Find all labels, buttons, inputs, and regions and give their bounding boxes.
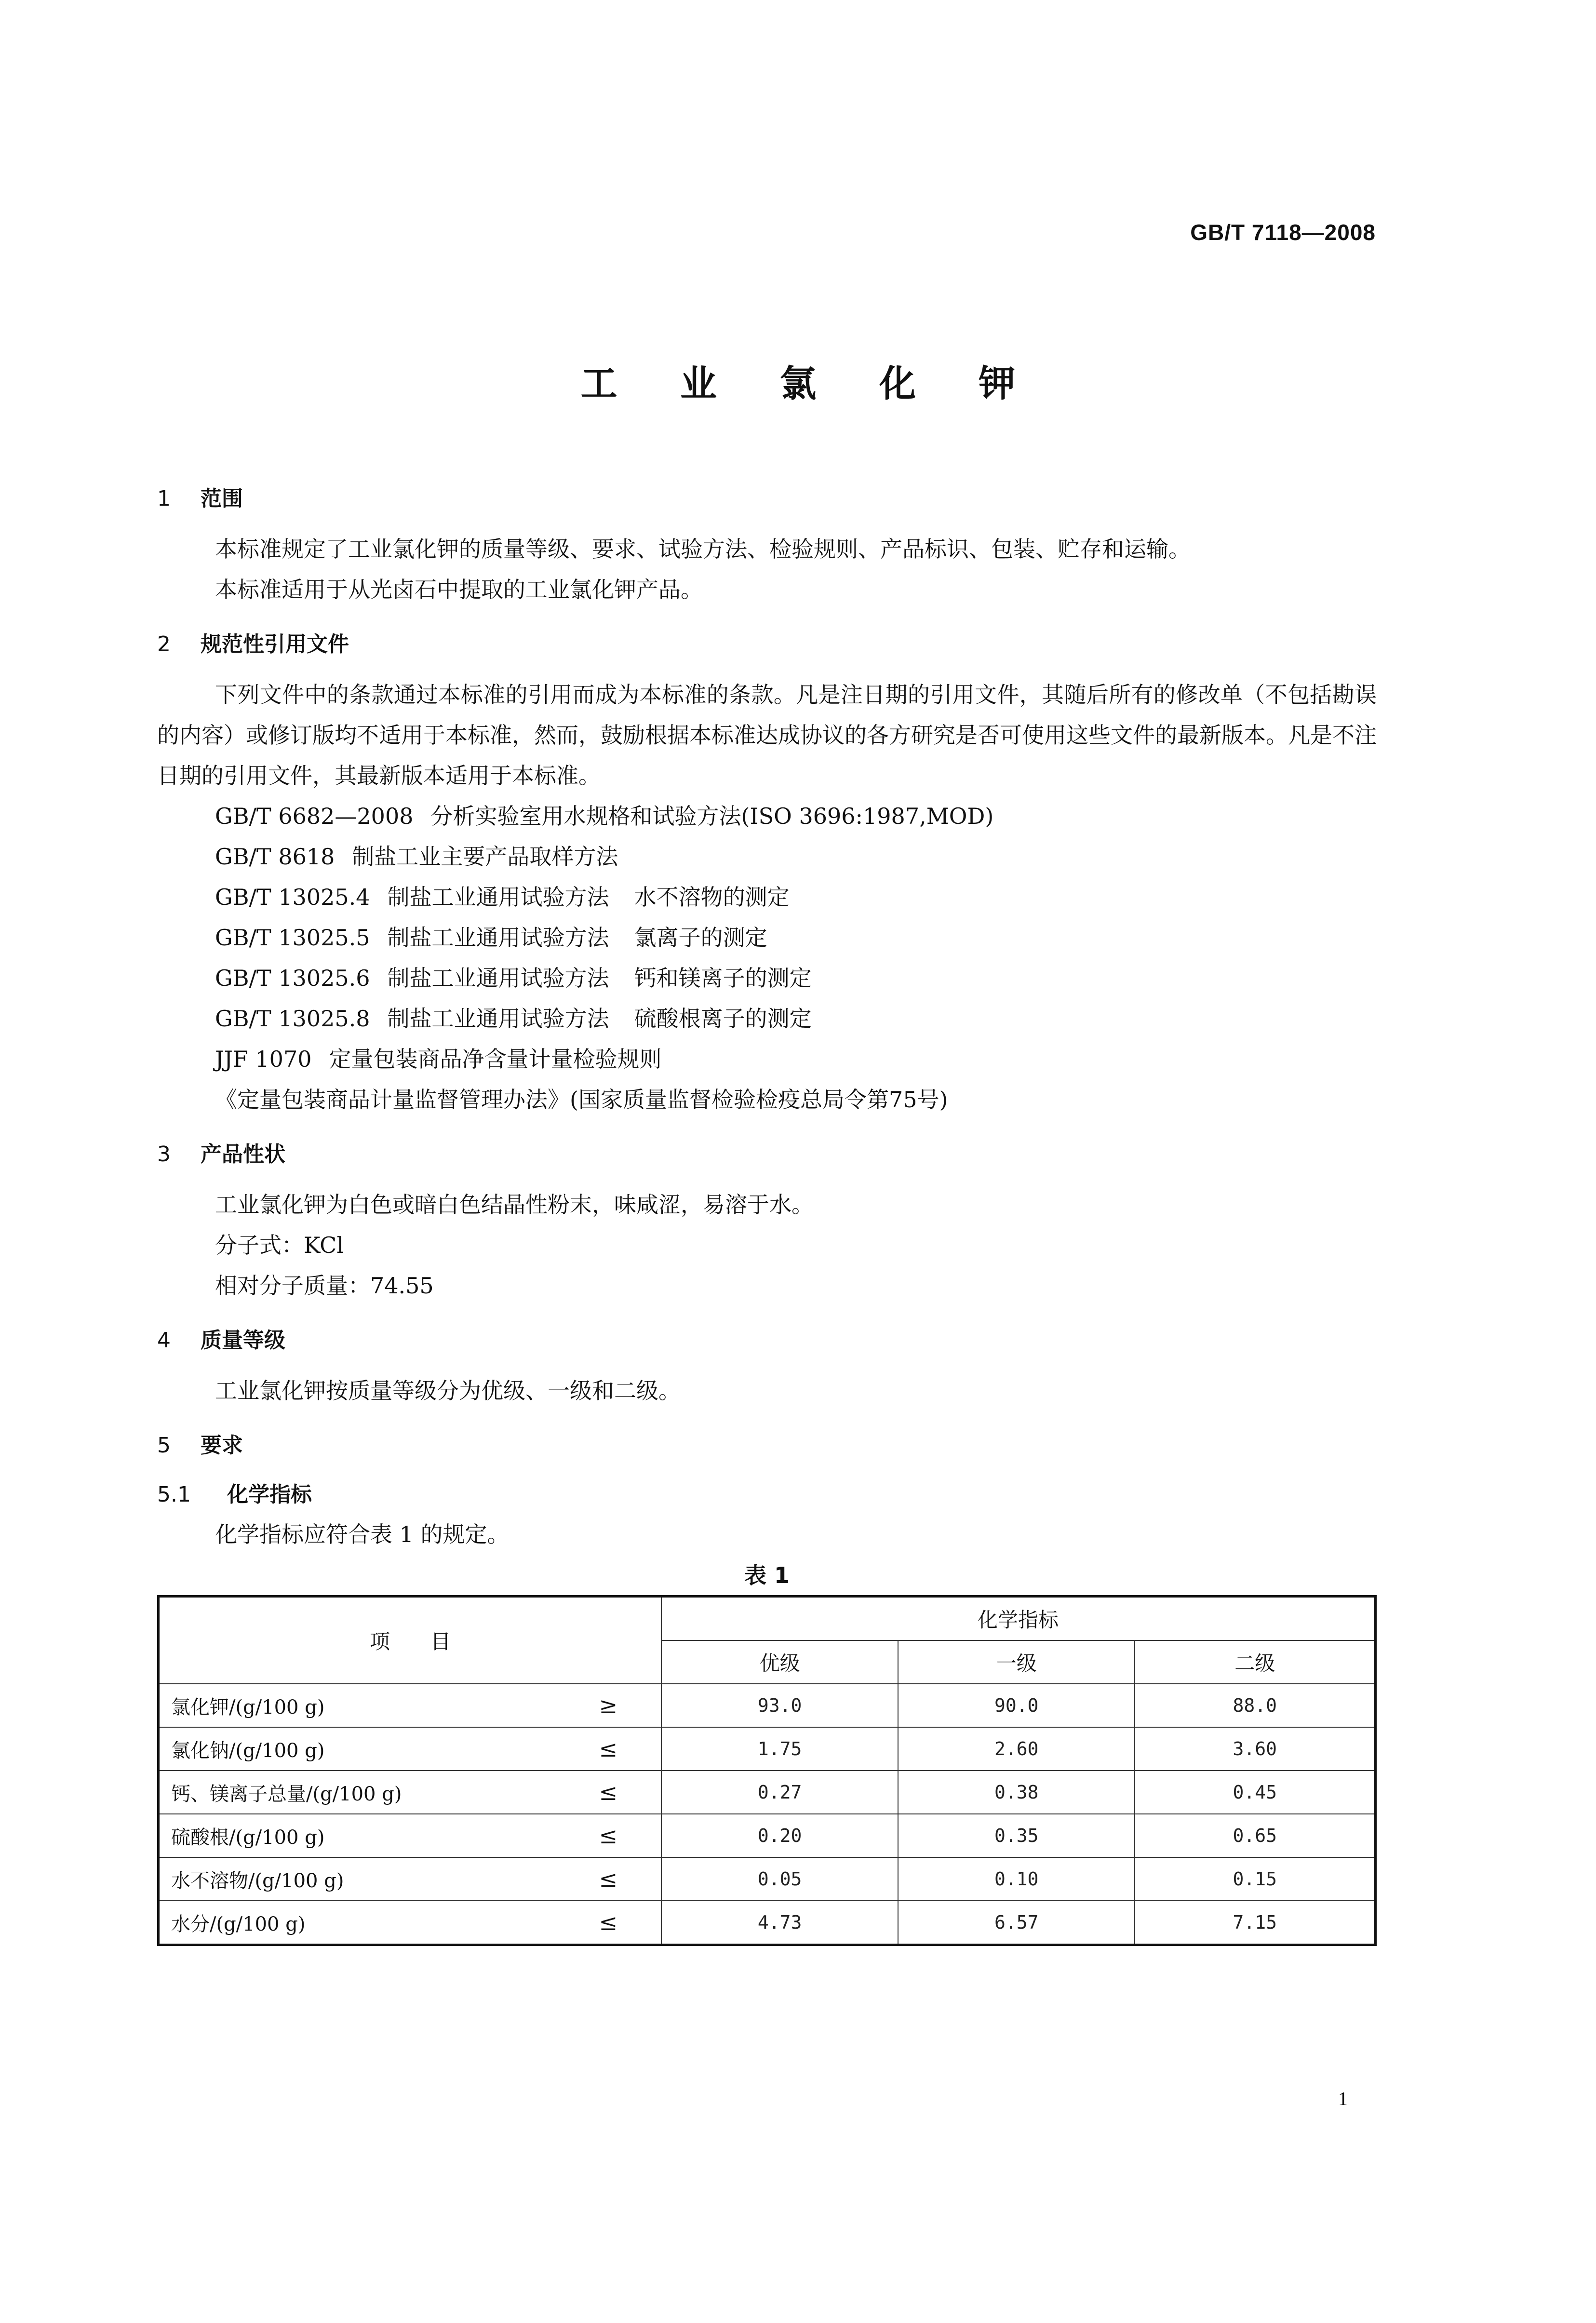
section-heading-quality-grades (157, 1321, 1377, 1360)
subsection-number: 5.1 (157, 1482, 191, 1507)
property-line: 相对分子质量：74.55 (215, 1273, 434, 1299)
section-number: 1 (157, 486, 171, 511)
section-number: 5 (157, 1433, 171, 1458)
page-number: 1 (1338, 2088, 1348, 2109)
value-cell: 0.45 (1135, 1771, 1375, 1814)
item-name: 钙、镁离子总量/(g/100 g) (171, 1783, 402, 1805)
item-cell (159, 1727, 662, 1771)
grade-header: 一级 (898, 1640, 1135, 1684)
reference-entry (157, 998, 1377, 1039)
reference-code: GB/T 13025.4 (215, 884, 370, 910)
section-heading-scope (157, 480, 1377, 518)
table-row (159, 1901, 1376, 1945)
reference-subtitle: 钙和镁离子的测定 (634, 965, 812, 991)
reference-code: GB/T 6682—2008 (215, 803, 414, 829)
reference-entry (157, 1039, 1377, 1079)
chemical-indices-text: 化学指标应符合表 1 的规定。 (215, 1521, 510, 1547)
value-cell: 1.75 (661, 1727, 898, 1771)
table-row (159, 1727, 1376, 1771)
reference-subtitle: 硫酸根离子的测定 (634, 1006, 812, 1032)
value-cell: 2.60 (898, 1727, 1135, 1771)
item-name: 氯化钾/(g/100 g) (171, 1696, 325, 1719)
section-title: 要求 (201, 1433, 243, 1458)
item-cell (159, 1857, 662, 1901)
subsection-heading-chemical-indices (157, 1476, 1377, 1514)
section-number: 4 (157, 1328, 171, 1353)
subsection-title: 化学指标 (227, 1482, 312, 1507)
reference-title: 制盐工业主要产品取样方法 (352, 844, 618, 870)
property-line: 工业氯化钾为白色或暗白色结晶性粉末，味咸涩，易溶于水。 (215, 1192, 814, 1218)
item-cell (159, 1771, 662, 1814)
value-cell: 0.15 (1135, 1857, 1375, 1901)
value-cell: 90.0 (898, 1684, 1135, 1727)
value-cell: 0.35 (898, 1814, 1135, 1857)
section-title: 质量等级 (201, 1328, 285, 1353)
item-cell (159, 1814, 662, 1857)
chemical-index-group-header: 化学指标 (661, 1597, 1376, 1641)
reference-entry (157, 796, 1377, 836)
item-name: 硫酸根/(g/100 g) (171, 1826, 325, 1849)
references-intro-paragraph: 下列文件中的条款通过本标准的引用而成为本标准的条款。凡是注日期的引用文件，其随后所有的修改单（不包括勘误的内容）或修订版均不适用于本标准，然而，鼓励根据本标准达成协议的各方研究是否可使用这些文件的最新版本。凡是不注日期的引用文件，其最新版本适用于本标准。 (157, 682, 1377, 789)
table-row (159, 1684, 1376, 1727)
item-name: 氯化钠/(g/100 g) (171, 1739, 325, 1762)
item-column-header: 项 目 (159, 1597, 662, 1684)
section-number: 3 (157, 1142, 171, 1167)
value-cell: 0.10 (898, 1857, 1135, 1901)
reference-entry (157, 917, 1377, 958)
reference-title: 分析实验室用水规格和试验方法(ISO 3696:1987,MOD) (430, 803, 994, 829)
item-cell (159, 1684, 662, 1727)
reference-code: GB/T 13025.8 (215, 1006, 370, 1032)
value-cell: 0.20 (661, 1814, 898, 1857)
grade-header: 二级 (1135, 1640, 1375, 1684)
grade-header: 优级 (661, 1640, 898, 1684)
section-title: 规范性引用文件 (201, 632, 349, 657)
value-cell: 0.65 (1135, 1814, 1375, 1857)
reference-title: 制盐工业通用试验方法 (387, 884, 609, 910)
relation-symbol: ≤ (599, 1736, 617, 1762)
relation-symbol: ≤ (599, 1779, 617, 1805)
value-cell: 0.05 (661, 1857, 898, 1901)
document-body (157, 480, 1377, 1946)
reference-title: 制盐工业通用试验方法 (387, 965, 609, 991)
table-header-row (159, 1597, 1376, 1641)
item-name: 水不溶物/(g/100 g) (171, 1869, 344, 1892)
reference-subtitle: 氯离子的测定 (634, 925, 767, 951)
table-row (159, 1857, 1376, 1901)
table-row (159, 1771, 1376, 1814)
relation-symbol: ≥ (599, 1692, 617, 1719)
relation-symbol: ≤ (599, 1823, 617, 1849)
section-title: 产品性状 (201, 1142, 285, 1167)
value-cell: 88.0 (1135, 1684, 1375, 1727)
grades-line: 工业氯化钾按质量等级分为优级、一级和二级。 (215, 1378, 681, 1404)
reference-title: 《定量包装商品计量监督管理办法》(国家质量监督检验检疫总局令第75号) (215, 1087, 948, 1113)
relation-symbol: ≤ (599, 1866, 617, 1892)
standard-number: GB/T 7118—2008 (1190, 220, 1376, 245)
reference-entry (157, 836, 1377, 877)
reference-title: 制盐工业通用试验方法 (387, 1006, 609, 1032)
reference-entry (157, 877, 1377, 917)
table-row (159, 1814, 1376, 1857)
value-cell: 93.0 (661, 1684, 898, 1727)
scope-paragraph: 本标准规定了工业氯化钾的质量等级、要求、试验方法、检验规则、产品标识、包装、贮存和运输。 (215, 536, 1191, 562)
section-heading-properties (157, 1135, 1377, 1174)
chemical-indices-table (157, 1595, 1377, 1946)
relation-symbol: ≤ (599, 1909, 617, 1935)
section-number: 2 (157, 632, 171, 657)
item-name: 水分/(g/100 g) (171, 1913, 306, 1935)
value-cell: 7.15 (1135, 1901, 1375, 1945)
item-cell (159, 1901, 662, 1945)
reference-code: GB/T 13025.6 (215, 965, 370, 991)
reference-code: JJF 1070 (215, 1046, 312, 1072)
value-cell: 0.38 (898, 1771, 1135, 1814)
reference-code: GB/T 13025.5 (215, 925, 370, 951)
reference-entry (157, 1079, 1377, 1120)
reference-code: GB/T 8618 (215, 844, 335, 870)
reference-subtitle: 水不溶物的测定 (634, 884, 790, 910)
scope-paragraph: 本标准适用于从光卤石中提取的工业氯化钾产品。 (215, 577, 703, 603)
value-cell: 4.73 (661, 1901, 898, 1945)
section-heading-normative-references (157, 625, 1377, 664)
value-cell: 0.27 (661, 1771, 898, 1814)
table-caption: 表 1 (744, 1562, 790, 1588)
reference-title: 制盐工业通用试验方法 (387, 925, 609, 951)
reference-entry (157, 958, 1377, 998)
section-heading-requirements (157, 1426, 1377, 1465)
document-title: 工 业 氯 化 钾 (580, 362, 1041, 405)
section-title: 范围 (201, 486, 243, 511)
value-cell: 3.60 (1135, 1727, 1375, 1771)
property-line: 分子式：KCl (215, 1232, 344, 1258)
value-cell: 6.57 (898, 1901, 1135, 1945)
reference-title: 定量包装商品净含量计量检验规则 (329, 1046, 662, 1072)
